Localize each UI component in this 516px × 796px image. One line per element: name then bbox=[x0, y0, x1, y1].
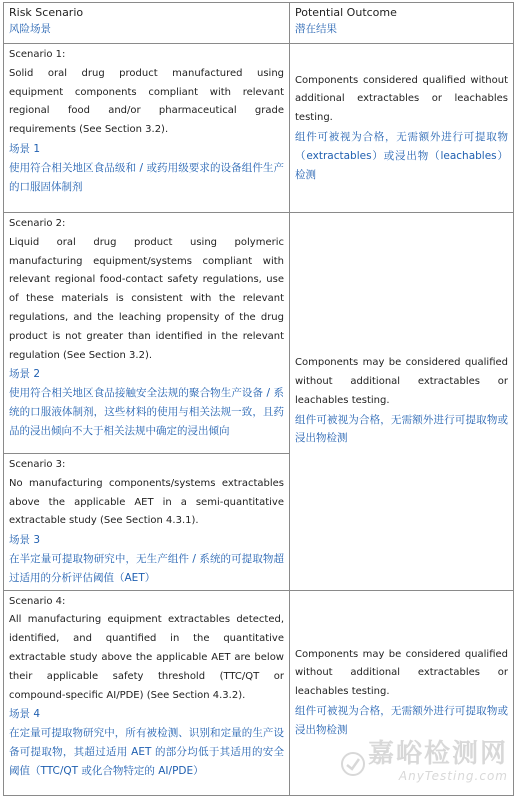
scenario-4-label-zh: 场景 4 bbox=[9, 708, 41, 721]
table-row-scenario-1 bbox=[4, 44, 514, 213]
scenario-3-text-en: No manufacturing components/systems extractables above the applicable AET in a semi-quantitative extractable study (See Section 4.3.1). bbox=[9, 477, 284, 527]
scenario-4-outcome-zh: 组件可被视为合格，无需额外进行可提取物或浸出物检测 bbox=[295, 704, 508, 736]
scenario-2-outcome-zh: 组件可被视为合格，无需额外进行可提取物或浸出物检测 bbox=[295, 413, 508, 445]
table-row-scenario-2 bbox=[4, 213, 514, 454]
scenario-3-title: Scenario 3: bbox=[9, 459, 66, 470]
scenario-4-text-zh: 在定量可提取物研究中，所有被检测、识别和定量的生产设备可提取物，其超过适用 AET 的部分均低于其适用的安全阈值（TTC/QT 或化合物特定的 AI/PDE） bbox=[9, 727, 284, 777]
scenario-1-text-en: Solid oral drug product manufactured using equipment components compliant with relevant regional food and/or pharmaceutical grade requirements (See Section 3.2). bbox=[9, 67, 284, 136]
table-header-row bbox=[4, 3, 514, 44]
watermark-logo-icon bbox=[340, 751, 366, 777]
scenario-1-outcome-cell bbox=[290, 44, 514, 213]
scenario-2-title: Scenario 2: bbox=[9, 218, 66, 229]
header-col2-en: Potential Outcome bbox=[295, 6, 397, 19]
scenario-2-cell bbox=[4, 213, 290, 454]
scenario-2-outcome-en: Components may be considered qualified without additional extractables or leachables testing. bbox=[295, 357, 508, 406]
watermark bbox=[368, 739, 508, 783]
scenario-1-text-zh: 使用符合相关地区食品级和 / 或药用级要求的设备组件生产的口服固体制剂 bbox=[9, 161, 284, 193]
scenario-4-cell bbox=[4, 590, 290, 795]
scenario-1-title: Scenario 1: bbox=[9, 49, 66, 60]
header-col1-zh: 风险场景 bbox=[9, 23, 51, 35]
scenario-2-3-outcome-cell bbox=[290, 213, 514, 591]
scenario-1-outcome-zh: 组件可被视为合格，无需额外进行可提取物（extractables）或浸出物（leachables）检测 bbox=[295, 131, 508, 181]
scenario-4-title: Scenario 4: bbox=[9, 595, 66, 607]
scenario-1-outcome-en: Components considered qualified without additional extractables or leachables testing. bbox=[295, 74, 508, 124]
header-col1-en: Risk Scenario bbox=[9, 6, 84, 19]
header-col2-zh: 潜在结果 bbox=[295, 23, 337, 35]
scenario-1-label-zh: 场景 1 bbox=[9, 142, 41, 155]
scenario-2-text-zh: 使用符合相关地区食品接触安全法规的聚合物生产设备 / 系统的口服液体制剂，这些材料的使用与相关法规一致，且药品的浸出倾向不大于相关法规中确定的浸出倾向 bbox=[9, 387, 284, 437]
scenario-4-outcome-en: Components may be considered qualified without additional extractables or leachables testing. bbox=[295, 648, 508, 698]
scenario-2-text-en: Liquid oral drug product using polymeric manufacturing equipment/systems compliant with relevant regional food-contact safety regulations, use of these materials is consistent with the relevant regulations, and the leaching propensity of the drug product is not greater than identified in the relevant regulation (See Section 3.2). bbox=[9, 236, 284, 361]
watermark-en: AnyTesting.com bbox=[398, 769, 508, 783]
watermark-cn: 嘉峪检测网 bbox=[367, 739, 508, 769]
risk-scenario-table bbox=[3, 2, 514, 796]
scenario-3-label-zh: 场景 3 bbox=[9, 534, 41, 547]
scenario-2-label-zh: 场景 2 bbox=[9, 368, 41, 381]
header-potential-outcome bbox=[290, 3, 514, 44]
scenario-4-text-en: All manufacturing equipment extractables detected, identified, and quantified in the quantitative extractable study above the applicable AET are below their applicable safety threshold (TTC/QT or compound-specific AI/PDE) (See Section 4.3.2). bbox=[9, 614, 284, 701]
scenario-3-cell bbox=[4, 454, 290, 591]
scenario-3-text-zh: 在半定量可提取物研究中，无生产组件 / 系统的可提取物超过适用的分析评估阈值（AET） bbox=[9, 552, 284, 584]
scenario-1-cell bbox=[4, 44, 290, 213]
header-risk-scenario bbox=[4, 3, 290, 44]
